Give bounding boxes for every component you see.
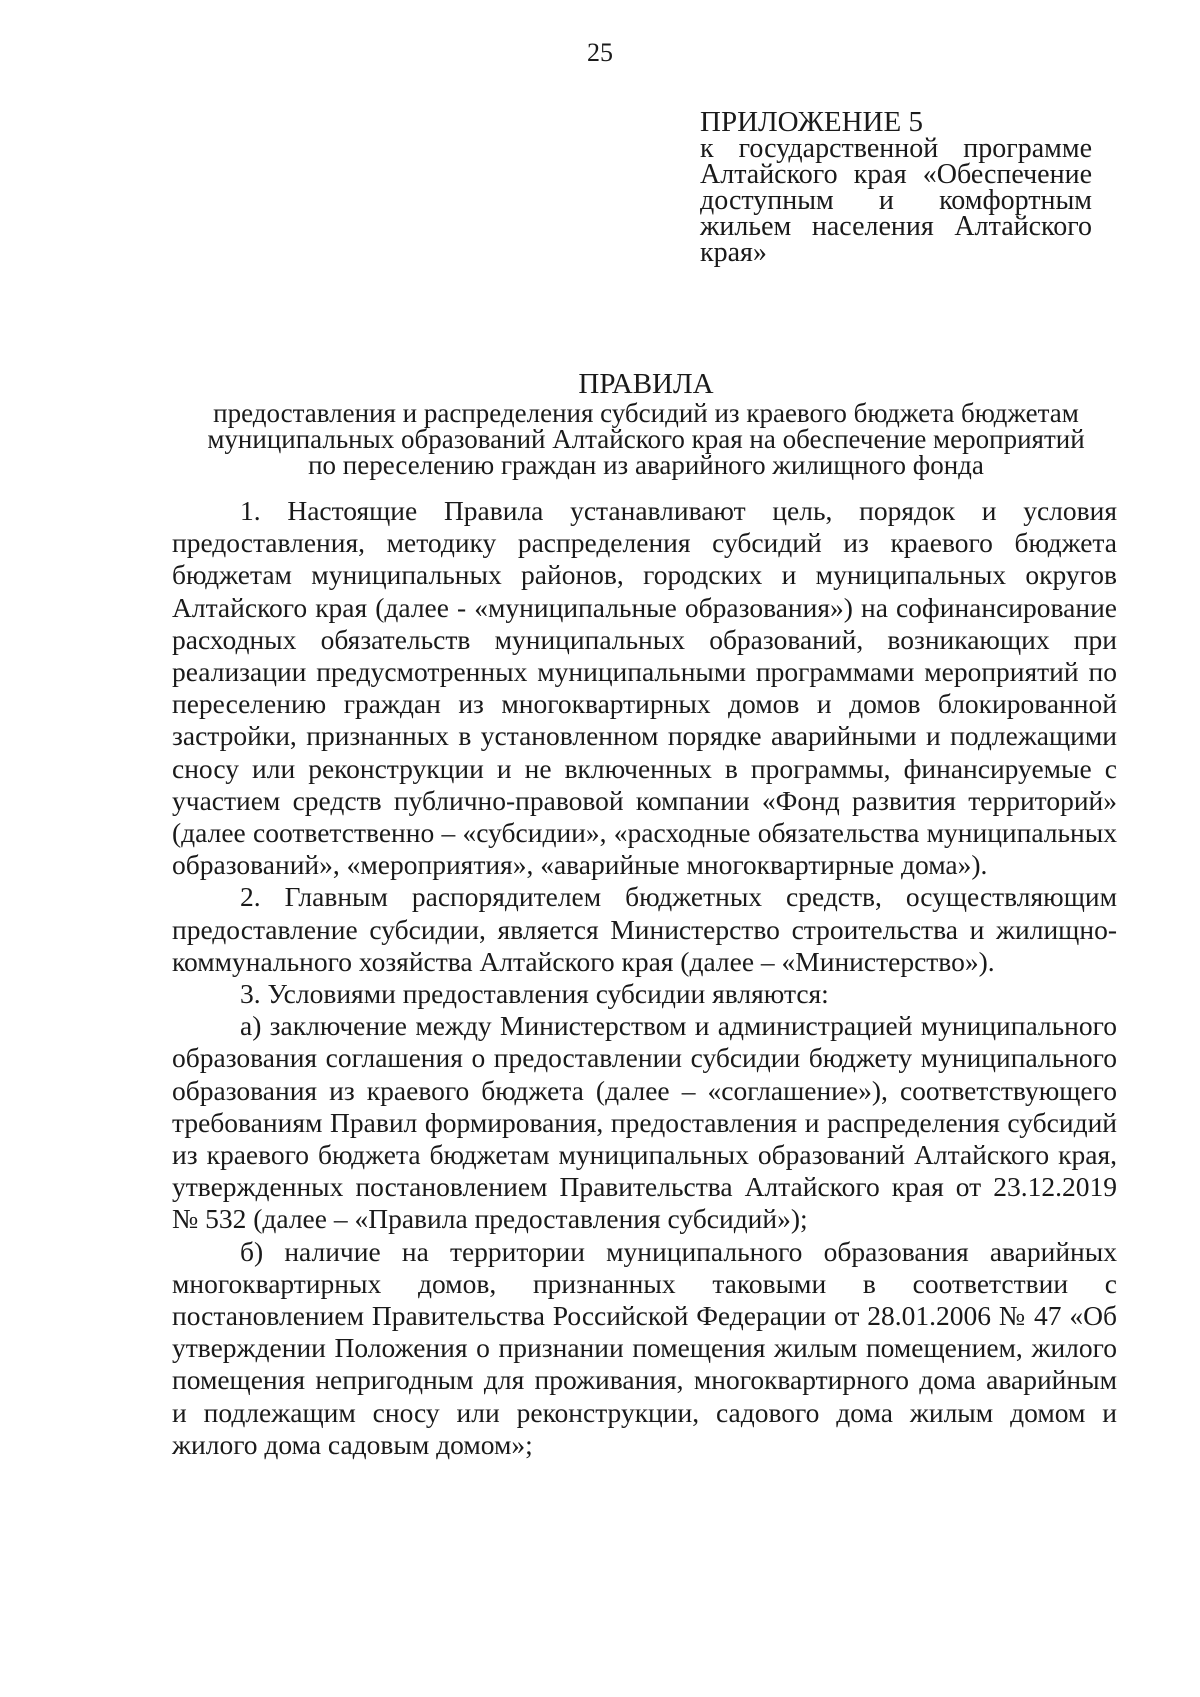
heading-title: ПРАВИЛА [578,368,714,400]
appendix-title: ПРИЛОЖЕНИЕ 5 [700,106,923,138]
appendix-block [700,108,1092,266]
paragraph-3a: а) заключение между Министерством и администрацией муниципального образования соглашения о предоставлении субсидии бюджету муниципального образования из краевого бюджета (далее – «соглашение»), соответствующего требованиям Правил формирования, предоставления и распределения субсидий из краевого бюджета бюджетам муниципальных образований Алтайского края, утвержденных постановлением Правительства Алтайского края от 23.12.2019 № 532 (далее – «Правила предоставления субсидий»); [172,1010,1117,1235]
document-body [172,495,1117,1461]
paragraph-2: 2. Главным распорядителем бюджетных средств, осуществляющим предоставление субсидии, является Министерство строительства и жилищно-коммунального хозяйства Алтайского края (далее – «Министерство»). [172,881,1117,977]
page-number: 25 [587,38,613,67]
paragraph-3: 3. Условиями предоставления субсидии являются: [240,978,829,1010]
heading-line: по переселению граждан из аварийного жилищного фонда [308,450,984,480]
appendix-text: к государственной программе Алтайского края «Обеспечение доступным и комфортным жильем населения Алтайского края» [700,133,1092,268]
heading-line: предоставления и распределения субсидий из краевого бюджета бюджетам [213,398,1079,428]
paragraph-1: 1. Настоящие Правила устанавливают цель, порядок и условия предоставления, методику распределения субсидий из краевого бюджета бюджетам муниципальных районов, городских и муниципальных округов Алтайского края (далее - «муниципальные образования») на софинансирование расходных обязательств муниципальных образований, возникающих при реализации предусмотренных муниципальными программами мероприятий по переселению граждан из многоквартирных домов и домов блокированной застройки, признанных в установленном порядке аварийными и подлежащими сносу или реконструкции и не включенных в программы, финансируемые с участием средств публично-правовой компании «Фонд развития территорий» (далее соответственно – «субсидии», «расходные обязательства муниципальных образований», «мероприятия», «аварийные многоквартирные дома»). [172,495,1117,881]
document-heading [160,368,1132,478]
heading-line: муниципальных образований Алтайского края на обеспечение мероприятий [207,424,1085,454]
paragraph-3b: б) наличие на территории муниципального образования аварийных многоквартирных домов, признанных таковыми в соответствии с постановлением Правительства Российской Федерации от 28.01.2006 № 47 «Об утверждении Положения о признании помещения жилым помещением, жилого помещения непригодным для проживания, многоквартирного дома аварийным и подлежащим сносу или реконструкции, садового дома жилым домом и жилого дома садовым домом»; [172,1235,1117,1460]
